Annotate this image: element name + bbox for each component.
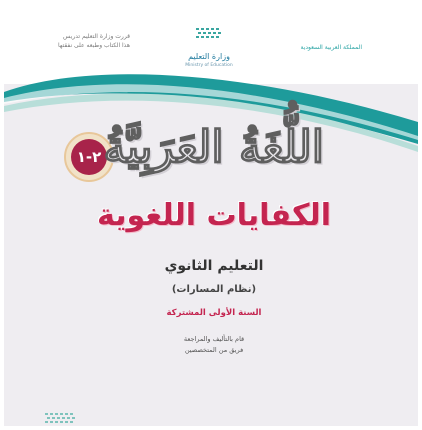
education-stage: التعليم الثانوي xyxy=(164,258,264,274)
book-title: اللُّغَةُ العَرَبِيَّةُ xyxy=(103,122,324,173)
education-track: (نظام المسارات) xyxy=(171,284,257,295)
credits-line-2: فريق من المتخصصين xyxy=(184,346,244,354)
ministry-notice xyxy=(26,32,130,50)
title-area xyxy=(64,122,364,192)
school-year: السنة الأولى المشتركة xyxy=(166,308,262,318)
ministry-name: وزارة التعليم xyxy=(188,52,230,61)
authors-credit xyxy=(124,334,304,356)
ministry-name-en: Ministry of Education xyxy=(185,63,233,68)
notice-line-2: هذا الكتاب وطبعه على نفقتها xyxy=(57,42,130,49)
book-cover xyxy=(4,4,418,426)
ministry-logo-icon xyxy=(44,412,78,424)
book-subtitle: الكفايات اللغوية xyxy=(97,198,331,233)
volume-number: ٢-١ xyxy=(71,139,107,175)
notice-line-1: قررت وزارة التعليم تدريس xyxy=(63,33,130,40)
palm-pattern-logo-icon xyxy=(194,26,224,40)
kingdom-name: المملكة العربية السعودية xyxy=(300,44,362,51)
credits-line-1: قام بالتأليف والمراجعة xyxy=(183,335,245,343)
